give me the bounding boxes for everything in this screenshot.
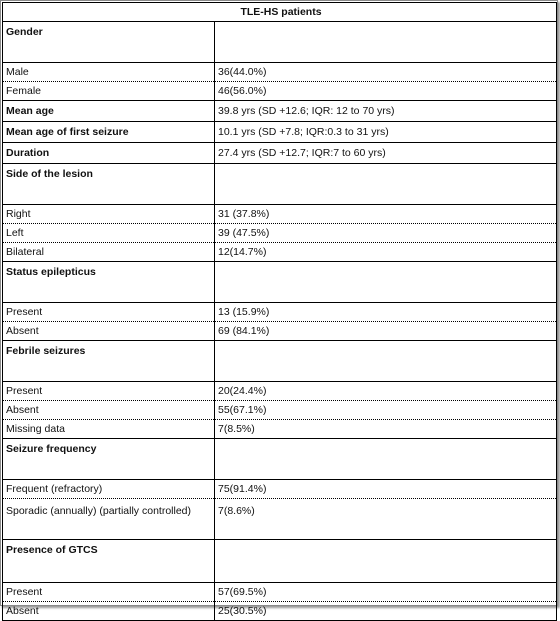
row-value [215, 262, 557, 303]
row-value: 69 (84.1%) [215, 322, 557, 341]
row-label: Left [3, 224, 215, 243]
table-row [3, 341, 557, 382]
row-label: Right [3, 205, 215, 224]
row-value: 57(69.5%) [215, 583, 557, 602]
table-row [3, 322, 557, 341]
row-value: 7(8.5%) [215, 420, 557, 439]
table-row [3, 22, 557, 63]
row-label: Status epilepticus [3, 262, 215, 303]
table-row [3, 243, 557, 262]
row-value [215, 22, 557, 63]
table-row [3, 439, 557, 480]
table-header: TLE-HS patients [3, 3, 557, 22]
table-row [3, 583, 557, 602]
row-value: 39 (47.5%) [215, 224, 557, 243]
row-label: Frequent (refractory) [3, 480, 215, 499]
row-label: Absent [3, 401, 215, 420]
row-value: 20(24.4%) [215, 382, 557, 401]
row-label: Male [3, 63, 215, 82]
row-label: Present [3, 303, 215, 322]
table-row [3, 262, 557, 303]
table-row [3, 382, 557, 401]
table-row [3, 499, 557, 540]
table-row [3, 101, 557, 122]
table-row [3, 602, 557, 621]
table-row [3, 420, 557, 439]
row-value [215, 341, 557, 382]
row-label: Sporadic (annually) (partially controlled) [3, 499, 215, 540]
table-row [3, 122, 557, 143]
row-label: Presence of GTCS [3, 540, 215, 583]
row-label: Absent [3, 602, 215, 621]
row-value: 27.4 yrs (SD +12.7; IQR:7 to 60 yrs) [215, 143, 557, 164]
row-label: Mean age [3, 101, 215, 122]
table-row [3, 82, 557, 101]
table-row [3, 63, 557, 82]
row-label: Missing data [3, 420, 215, 439]
table-header-row [3, 3, 557, 22]
row-value: 7(8.6%) [215, 499, 557, 540]
row-label: Absent [3, 322, 215, 341]
row-value: 55(67.1%) [215, 401, 557, 420]
row-value: 46(56.0%) [215, 82, 557, 101]
row-label: Side of the lesion [3, 164, 215, 205]
row-label: Bilateral [3, 243, 215, 262]
row-value: 36(44.0%) [215, 63, 557, 82]
row-value [215, 439, 557, 480]
table-row [3, 224, 557, 243]
row-value [215, 540, 557, 583]
table-row [3, 540, 557, 583]
table-row [3, 303, 557, 322]
table-row [3, 143, 557, 164]
row-value: 12(14.7%) [215, 243, 557, 262]
table-row [3, 480, 557, 499]
row-label: Duration [3, 143, 215, 164]
row-value: 25(30.5%) [215, 602, 557, 621]
row-label: Mean age of first seizure [3, 122, 215, 143]
row-value: 13 (15.9%) [215, 303, 557, 322]
row-label: Seizure frequency [3, 439, 215, 480]
row-label: Present [3, 382, 215, 401]
table-row [3, 401, 557, 420]
row-label: Present [3, 583, 215, 602]
row-value [215, 164, 557, 205]
row-value: 39.8 yrs (SD +12.6; IQR: 12 to 70 yrs) [215, 101, 557, 122]
row-value: 75(91.4%) [215, 480, 557, 499]
row-label: Female [3, 82, 215, 101]
row-value: 31 (37.8%) [215, 205, 557, 224]
row-label: Gender [3, 22, 215, 63]
patients-table [2, 2, 557, 621]
table-row [3, 205, 557, 224]
table-row [3, 164, 557, 205]
row-value: 10.1 yrs (SD +7.8; IQR:0.3 to 31 yrs) [215, 122, 557, 143]
row-label: Febrile seizures [3, 341, 215, 382]
